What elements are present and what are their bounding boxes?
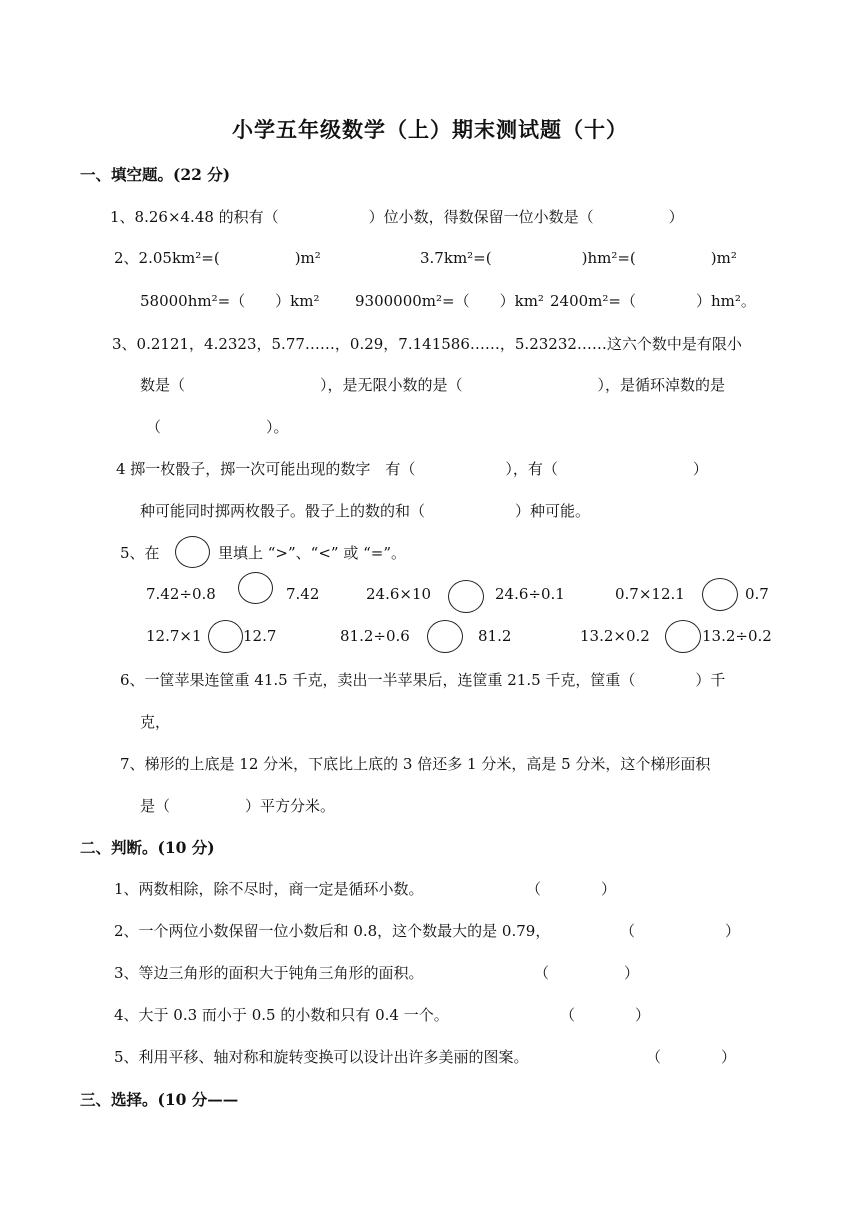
- question-4-line-1: 4 掷一枚骰子，掷一次可能出现的数字 有（ ），有（ ）: [116, 460, 708, 478]
- question-5-prefix: 5、在: [120, 544, 160, 562]
- question-3-line-2: 数是（ ），是无限小数的是（ ），是循环淖数的是: [140, 376, 726, 394]
- judge-blank-2[interactable]: （ ）: [620, 922, 741, 940]
- section-1-heading: 一、填空题。(22 分): [80, 165, 231, 184]
- section-3-heading: 三、选择。(10 分——: [80, 1090, 239, 1109]
- compare-left-2: 24.6×10: [366, 585, 432, 603]
- judge-blank-1[interactable]: （ ）: [526, 880, 617, 898]
- question-5-suffix: 里填上 “>”、“<” 或 “=”。: [218, 544, 407, 562]
- compare-right-5: 81.2: [478, 627, 512, 645]
- question-3-line-3: （ ）。: [146, 418, 289, 436]
- section-2-heading: 二、判断。(10 分): [80, 838, 215, 857]
- compare-right-3: 0.7: [745, 585, 769, 603]
- judge-item-4: 4、大于 0.3 而小于 0.5 的小数和只有 0.4 一个。: [114, 1006, 449, 1024]
- compare-right-1: 7.42: [286, 585, 320, 603]
- question-4-line-2: 种可能同时掷两枚骰子。骰子上的数的和（ ）种可能。: [140, 502, 591, 520]
- compare-circle-5[interactable]: [427, 620, 463, 653]
- compare-circle-2[interactable]: [448, 580, 484, 613]
- compare-left-4: 12.7×1: [146, 627, 202, 645]
- judge-blank-3[interactable]: （ ）: [534, 964, 640, 982]
- compare-right-6: 13.2÷0.2: [702, 627, 772, 645]
- compare-right-2: 24.6÷0.1: [495, 585, 565, 603]
- compare-circle-4[interactable]: [208, 620, 243, 653]
- judge-item-3: 3、等边三角形的面积大于钝角三角形的面积。: [114, 964, 424, 982]
- question-6-line-2: 克，: [140, 713, 171, 731]
- question-2b: 3.7km²=( )hm²=( )m²: [420, 249, 737, 267]
- judge-blank-5[interactable]: （ ）: [646, 1048, 737, 1066]
- compare-left-6: 13.2×0.2: [580, 627, 650, 645]
- question-2a: 2、2.05km²=( )m²: [114, 249, 321, 267]
- judge-item-2: 2、一个两位小数保留一位小数后和 0.8，这个数最大的是 0.79，: [114, 922, 551, 940]
- question-2c: 58000hm²=（ ）km²: [140, 292, 320, 310]
- question-7-line-1: 7、梯形的上底是 12 分米，下底比上底的 3 倍还多 1 分米，高是 5 分米，这个梯形面积: [120, 755, 711, 773]
- question-1: 1、8.26×4.48 的积有（ ）位小数，得数保留一位小数是（ ）: [110, 208, 684, 226]
- judge-blank-4[interactable]: （ ）: [560, 1006, 651, 1024]
- question-3-line-1: 3、0.2121，4.2323，5.77……，0.29，7.141586……，5.23232……这六个数中是有限小: [112, 335, 742, 353]
- compare-left-3: 0.7×12.1: [615, 585, 685, 603]
- compare-circle-1[interactable]: [238, 572, 273, 604]
- question-7-line-2: 是（ ）平方分米。: [140, 797, 336, 815]
- judge-item-5: 5、利用平移、轴对称和旋转变换可以设计出许多美丽的图案。: [114, 1048, 529, 1066]
- compare-circle-3[interactable]: [702, 578, 738, 611]
- compare-left-5: 81.2÷0.6: [340, 627, 410, 645]
- compare-left-1: 7.42÷0.8: [146, 585, 216, 603]
- judge-item-1: 1、两数相除，除不尽时，商一定是循环小数。: [114, 880, 424, 898]
- page-title: 小学五年级数学（上）期末测试题（十）: [232, 117, 628, 142]
- compare-circle-6[interactable]: [665, 620, 701, 653]
- question-2e: 2400m²=（ ）hm²。: [550, 292, 756, 310]
- compare-circle-sample: [175, 536, 210, 568]
- compare-right-4: 12.7: [243, 627, 277, 645]
- question-2d: 9300000m²=（ ）km²: [355, 292, 544, 310]
- question-6-line-1: 6、一筐苹果连筐重 41.5 千克，卖出一半苹果后，连筐重 21.5 千克，筐重（ ）千: [120, 671, 726, 689]
